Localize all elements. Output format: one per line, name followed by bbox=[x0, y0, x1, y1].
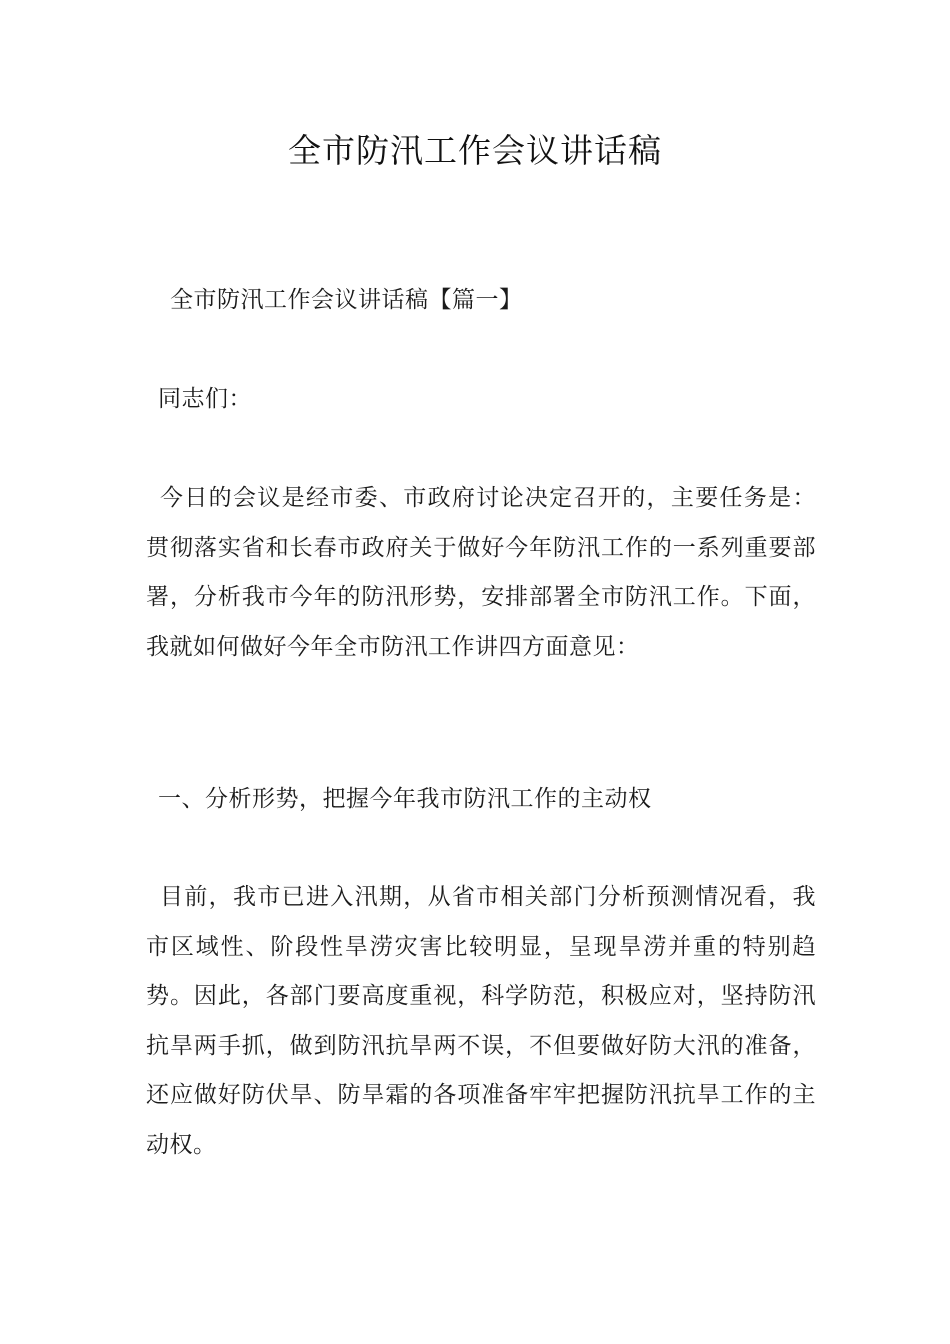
section-subtitle: 全市防汛工作会议讲话稿【篇一】 bbox=[170, 287, 523, 313]
salutation: 同志们： bbox=[158, 386, 252, 412]
paragraph-situation: 目前，我市已进入汛期，从省市相关部门分析预测情况看，我市区域性、阶段性旱涝灾害比较明显，呈现旱涝并重的特别趋势。因此，各部门要高度重视，科学防范，积极应对，坚持防汛抗旱两手抓，做到防汛抗旱两不误，不但要做好防大汛的准备，还应做好防伏旱、防旱霜的各项准备牢牢把握防汛抗旱工作的主动权。 bbox=[146, 884, 816, 1158]
section-heading: 一、分析形势，把握今年我市防汛工作的主动权 bbox=[158, 786, 652, 812]
document-title: 全市防汛工作会议讲话稿 bbox=[288, 131, 662, 170]
paragraph-intro: 今日的会议是经市委、市政府讨论决定召开的，主要任务是：贯彻落实省和长春市政府关于做好今年防汛工作的一系列重要部署，分析我市今年的防汛形势，安排部署全市防汛工作。下面，我就如何做好今年全市防汛工作讲四方面意见： bbox=[146, 485, 816, 660]
